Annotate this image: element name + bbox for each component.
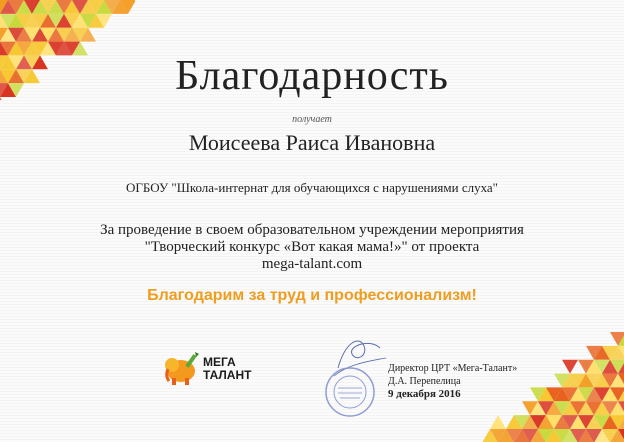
elephant-logo-icon: [163, 350, 203, 388]
reason-text: [0, 222, 624, 273]
mosaic-triangle: [490, 415, 506, 429]
signature-block: [388, 362, 517, 401]
logo-line: МЕГА: [203, 355, 236, 369]
organization-name: ОГБОУ "Школа-интернат для обучающихся с нарушениями слуха": [126, 180, 498, 195]
mega-talant-logo: [163, 350, 263, 390]
reason-line: "Творческий конкурс «Вот какая мама!»" от проекта: [144, 239, 480, 255]
receives-label: получает: [292, 114, 332, 125]
mosaic-triangle: [562, 360, 578, 374]
recipient-name: Моисеева Раиса Ивановна: [188, 130, 436, 155]
logo-wordmark: [203, 356, 251, 382]
reason-line: mega-talant.com: [261, 256, 363, 272]
reason-line: За проведение в своем образовательном учреждении мероприятия: [100, 222, 524, 238]
issue-date: 9 декабря 2016: [388, 388, 461, 400]
logo-line: ТАЛАНТ: [203, 368, 252, 382]
thanks-message: Благодарим за труд и профессионализм!: [147, 287, 477, 304]
signatory-name: Д.А. Перепелица: [388, 376, 461, 387]
certificate-title: Благодарность: [175, 53, 449, 99]
stamp-and-signature: [316, 332, 391, 422]
signatory-position: Директор ЦРТ «Мега-Талант»: [388, 363, 518, 374]
